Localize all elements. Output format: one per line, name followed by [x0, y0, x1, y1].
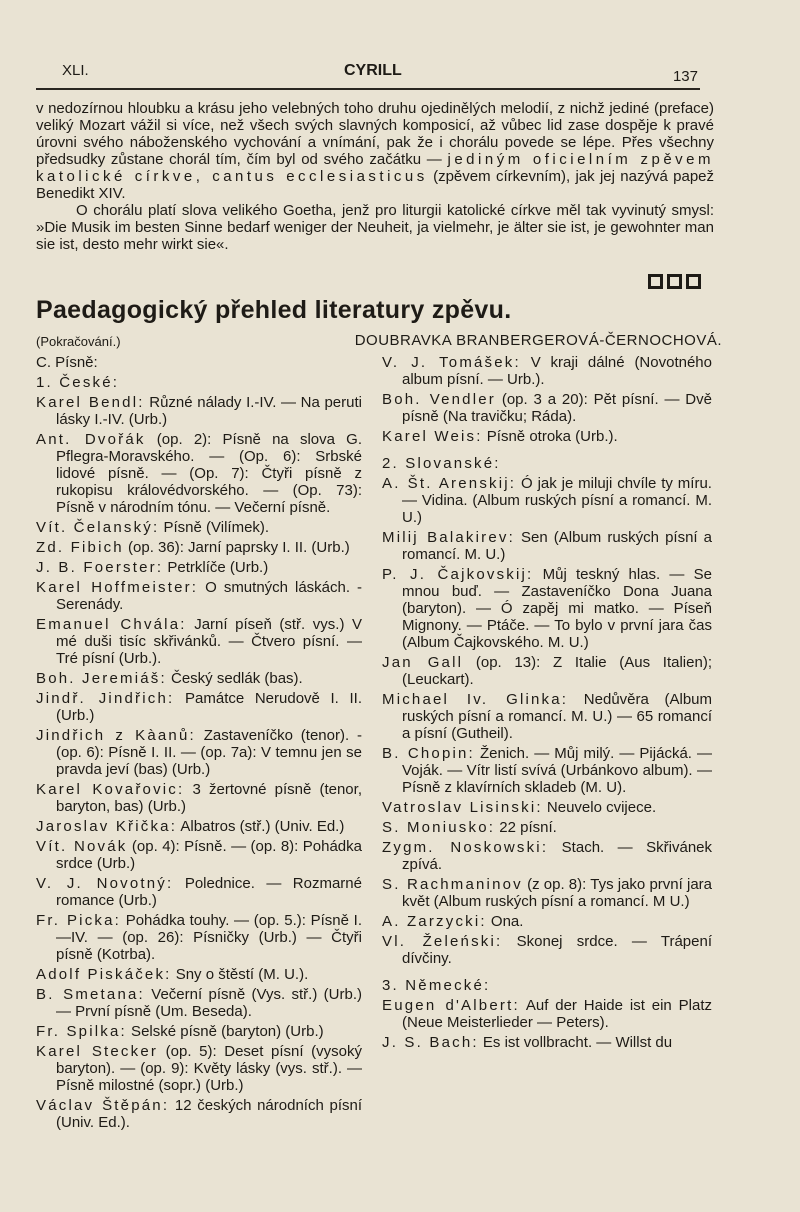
bibliography-entry — [36, 912, 362, 963]
composer-name: Karel Hoffmeister: — [36, 579, 199, 596]
composer-name: Michael Iv. Glinka: — [382, 691, 569, 708]
composer-name: P. J. Čajkovskij: — [382, 566, 534, 583]
works-list: (z op. 8): Tys jako první jara květ (Album ruských písní a romancí. M U.) — [402, 876, 713, 910]
bibliography-entry — [36, 1097, 362, 1131]
works-list: Es ist vollbracht. — Willst du — [478, 1034, 673, 1051]
composer-name: Milij Balakirev: — [382, 529, 515, 546]
composer-name: V. J. Tomášek: — [382, 354, 521, 371]
composer-name: Zd. Fibich — [36, 539, 124, 556]
bibliography-entry — [36, 431, 362, 516]
composer-name: Boh. Jeremiáš: — [36, 670, 167, 687]
bibliography-entry — [382, 839, 712, 873]
works-list: Ženich. — Můj milý. — Pijácká. — Voják. — Vítr listí svívá (Urbánkovo album). — Písně z klavírních skladeb (M. U). — [402, 745, 712, 796]
emphasized-text: jediným oficielním zpěvem katolické církve, cantus ecclesiasticus — [36, 151, 714, 185]
composer-name: Jindř. Jindřich: — [36, 690, 175, 707]
bibliography-entry — [382, 391, 712, 425]
article-author: DOUBRAVKA BRANBERGEROVÁ-ČERNOCHOVÁ. — [354, 332, 722, 349]
works-list: Večerní písně (Vys. stř.) (Urb.) — První písně (Um. Beseda). — [56, 986, 362, 1020]
works-list: V kraji dálné (Novotného album písní. — Urb.). — [402, 354, 712, 388]
bibliography-entry — [36, 818, 362, 835]
works-list: 3 žertovné písně (tenor, baryton, bas) (Urb.) — [56, 781, 362, 815]
works-list: (op. 4): Písně. — (op. 8): Pohádka srdce (Urb.) — [56, 838, 362, 872]
works-list: Písně (Vilímek). — [159, 519, 270, 536]
works-list: Písně otroka (Urb.). — [482, 428, 618, 445]
intro-paragraph-2: O chorálu platí slova velikého Goetha, jenž pro liturgii katolické církve měl tak vyvinutý smysl: »Die Musik im besten Sinne bedarf weniger der Neuheit, ja vielmehr, je älter sie ist, je gewohnter man sie ist, desto mehr wirkt sie«. — [36, 202, 714, 253]
bibliography-entry — [36, 966, 362, 983]
works-list: Neuvelo cvijece. — [542, 799, 657, 816]
composer-name: Jindřich z Kàanů: — [36, 727, 196, 744]
works-list: Zastaveníčko (tenor). - (op. 6): Písně I. II. — (op. 7a): V temnu jen se pravda jeví (bas) (Urb.) — [56, 727, 362, 778]
works-list: 12 českých národních písní (Univ. Ed.). — [56, 1097, 362, 1131]
bibliography-entry — [36, 519, 362, 536]
works-list: Můj teskný hlas. — Se mnou buď. — Zastaveníčko Dona Juana (baryton). — Ó zapěj mi matko. — Píseň Mignony. — Ptáče. — To bylo v první jara čas (Album Čajkovského. M. U.) — [402, 566, 712, 651]
works-list: Český sedlák (bas). — [166, 670, 303, 687]
bibliography-entry — [36, 1043, 362, 1094]
section-heading-slavic: 2. Slovanské: — [382, 455, 501, 472]
composer-name: Zygm. Noskowski: — [382, 839, 549, 856]
bibliography-entry — [36, 690, 362, 724]
bibliography-entry — [36, 875, 362, 909]
composer-name: Vl. Želeński: — [382, 933, 503, 950]
composer-name: Vatroslav Lisinski: — [382, 799, 543, 816]
composer-name: Karel Kovařovic: — [36, 781, 185, 798]
bibliography-entry — [382, 1034, 712, 1051]
bibliography-entry — [382, 745, 712, 796]
bibliography-entry — [36, 670, 362, 687]
works-list: Auf der Haide ist ein Platz (Neue Meisterlieder — Peters). — [402, 997, 712, 1031]
journal-title: CYRILL — [344, 62, 402, 79]
bibliography-entry — [36, 579, 362, 613]
bibliography-entry — [36, 986, 362, 1020]
works-list: (op. 2): Písně na slova G. Pflegra-Moravského. — (Op. 6): Srbské lidové písně. — (Op. 7): Čtyři písně z rukopisu královédvorského. — (Op. 73): Písně v národním tónu. — Večerní písně. — [56, 431, 362, 516]
composer-name: Emanuel Chvála: — [36, 616, 187, 633]
bibliography-entry — [36, 394, 362, 428]
composer-name: B. Chopin: — [382, 745, 475, 762]
intro-paragraph-1: v nedozírnou hloubku a krásu jeho velebných toho druhu ojedinělých melodií, z nichž jediné (preface) veliký Mozart vážil si více, než všech svých slavných komposicí, až vůbec lid zase dospěje k pravé úrovni svého náboženského vychování a vnímání, pak že i chorálu povede se lépe. Přes všechny předsudky zůstane chorál tím, čím byl od svého začátku — jediným oficielním zpěvem katolické církve, cantus ecclesiasticus (zpěvem církevním), jak jej nazývá papež Benedikt XIV. — [36, 100, 715, 202]
bibliography-entry — [382, 913, 712, 930]
bibliography-entry — [382, 566, 712, 651]
works-list: (op. 36): Jarní paprsky I. II. (Urb.) — [123, 539, 350, 556]
works-list: Ona. — [486, 913, 524, 930]
bibliography-entry — [36, 1023, 362, 1040]
works-list: Pohádka touhy. — (op. 5.): Písně I.—IV. — (op. 26): Písničky (Urb.) — Čtyři písně (Kotrba). — [56, 912, 362, 963]
bibliography-entry — [36, 727, 362, 778]
works-list: (op. 3 a 20): Pět písní. — Dvě písně (Na travičku; Ráda). — [402, 391, 712, 425]
section-heading-czech: 1. České: — [36, 374, 120, 391]
bibliography-entry — [382, 654, 712, 688]
volume-number: XLI. — [62, 62, 89, 79]
intro-text — [36, 100, 714, 253]
section-ornament — [648, 274, 701, 289]
composer-name: Jan Gall — [382, 654, 464, 671]
composer-name: J. B. Foerster: — [36, 559, 164, 576]
composer-name: A. Zarzycki: — [382, 913, 487, 930]
works-list: Sny o štěstí (M. U.). — [171, 966, 309, 983]
composer-name: Jaroslav Křička: — [36, 818, 178, 835]
square-ornament-icon — [686, 274, 701, 289]
works-list: (op. 5): Deset písní (vysoký baryton). — (op. 9): Květy lásky (vys. stř.). — Písně milostné (sopr.) (Urb.) — [56, 1043, 362, 1094]
composer-name: Karel Bendl: — [36, 394, 145, 411]
composer-name: Eugen d'Albert: — [382, 997, 520, 1014]
bibliography-entry — [382, 876, 712, 910]
composer-name: Václav Štěpán: — [36, 1097, 170, 1114]
composer-name: S. Rachmaninov — [382, 876, 523, 893]
works-list: Polednice. — Rozmarné romance (Urb.) — [56, 875, 362, 909]
bibliography-entry — [382, 799, 712, 816]
composer-name: Ant. Dvořák — [36, 431, 146, 448]
bibliography-entry — [36, 616, 362, 667]
composer-name: Vít. Čelanský: — [36, 519, 160, 536]
bibliography-entry — [36, 781, 362, 815]
running-header — [36, 60, 700, 90]
composer-name: Karel Stecker — [36, 1043, 159, 1060]
bibliography-entry — [382, 428, 712, 445]
bibliography-entry — [382, 997, 712, 1031]
page-number: 137 — [672, 68, 698, 85]
bibliography-entry — [382, 691, 712, 742]
composer-name: J. S. Bach: — [382, 1034, 479, 1051]
works-list: Různé nálady I.-IV. — Na peruti lásky I.-IV. (Urb.) — [56, 394, 362, 428]
composer-name: Adolf Piskáček: — [36, 966, 172, 983]
bibliography-entry — [382, 933, 712, 967]
works-list: (op. 13): Z Italie (Aus Italien); (Leuckart). — [402, 654, 712, 688]
bibliography-entry — [382, 475, 712, 526]
bibliography-entry — [382, 529, 712, 563]
works-list: Nedůvěra (Album ruských písní a romancí. M. U.) — 65 romancí a písní (Gutheil). — [402, 691, 712, 742]
works-list: Stach. — Skřivánek zpívá. — [402, 839, 713, 873]
bibliography-entry — [36, 539, 362, 556]
article-title: Paedagogický přehled literatury zpěvu. — [36, 296, 512, 324]
square-ornament-icon — [648, 274, 663, 289]
composer-name: V. J. Novotný: — [36, 875, 174, 892]
composer-name: Fr. Spilka: — [36, 1023, 127, 1040]
square-ornament-icon — [667, 274, 682, 289]
composer-name: A. Št. Arenskij: — [382, 475, 517, 492]
composer-name: B. Smetana: — [36, 986, 145, 1003]
bibliography-entry — [382, 819, 712, 836]
composer-name: Boh. Vendler — [382, 391, 496, 408]
bibliography-entry — [36, 559, 362, 576]
works-list: 22 písní. — [495, 819, 557, 836]
works-list: Památce Nerudově I. II. (Urb.) — [56, 690, 362, 724]
works-list: Skonej srdce. — Trápení dívčiny. — [402, 933, 713, 967]
composer-name: Karel Weis: — [382, 428, 483, 445]
works-list: Petrklíče (Urb.) — [163, 559, 269, 576]
works-list: Sen (Album ruských písní a romancí. M. U.) — [402, 529, 712, 563]
works-list: O smutných láskách. - Serenády. — [56, 579, 362, 613]
left-column — [36, 354, 362, 1134]
composer-name: Fr. Picka: — [36, 912, 122, 929]
composer-name: S. Moniusko: — [382, 819, 496, 836]
bibliography-entry — [382, 354, 712, 388]
section-heading-german: 3. Německé: — [382, 977, 491, 994]
continuation-note: (Pokračování.) — [36, 334, 121, 349]
works-list: Selské písně (baryton) (Urb.) — [126, 1023, 324, 1040]
section-heading-c: C. Písně: — [36, 354, 98, 371]
works-list: Albatros (stř.) (Univ. Ed.) — [177, 818, 345, 835]
works-list: Ó jak je miluji chvíle ty míru. — Vidina. (Album ruských písní a romancí. M. U.) — [402, 475, 712, 526]
right-column — [382, 354, 712, 1054]
composer-name: Vít. Novák — [36, 838, 128, 855]
bibliography-entry — [36, 838, 362, 872]
works-list: Jarní píseň (stř. vys.) V mé duši tisíc skřivánků. — Čtvero písní. — Tré písní (Urb.). — [56, 616, 363, 667]
